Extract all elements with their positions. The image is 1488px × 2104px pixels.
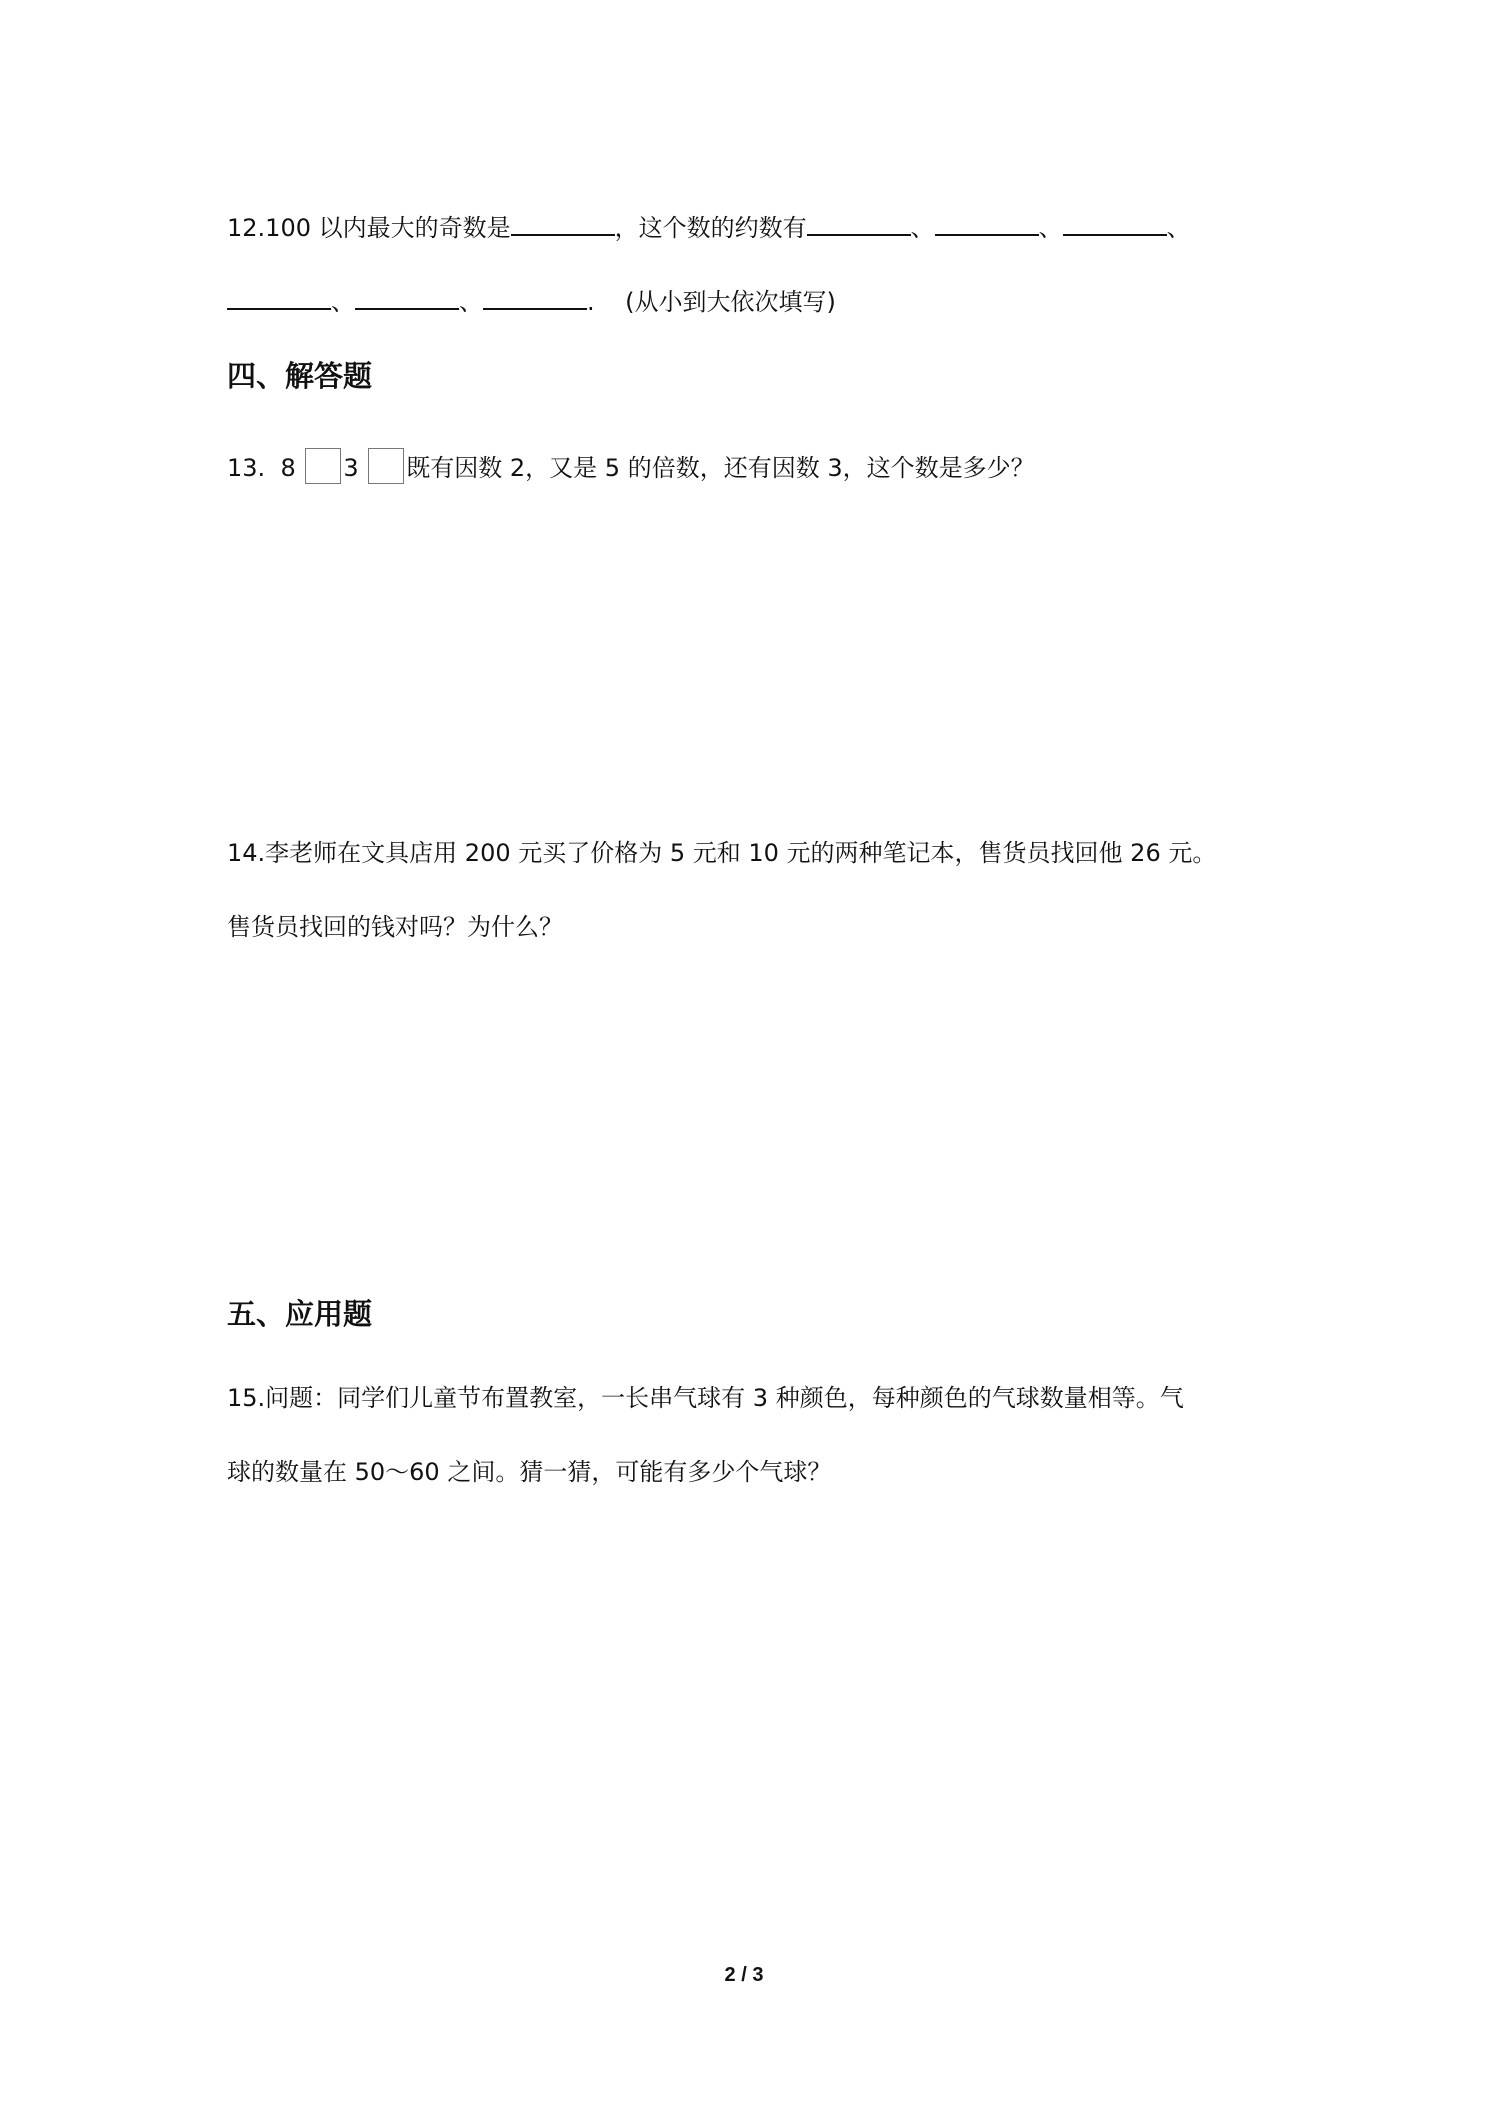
answer-blank[interactable] — [227, 284, 331, 310]
page-number: 2 / 3 — [724, 1964, 764, 1986]
digit-box[interactable] — [368, 448, 404, 484]
question-14-line-2: 售货员找回的钱对吗？为什么？ — [227, 913, 563, 941]
question-15-line-1: 15.问题：同学们儿童节布置教室，一长串气球有 3 种颜色，每种颜色的气球数量相等。气 — [227, 1384, 1184, 1412]
question-12-line-1 — [227, 210, 1191, 243]
question-15-line-2: 球的数量在 50～60 之间。猜一猜，可能有多少个气球？ — [227, 1458, 832, 1486]
separator: 、 — [910, 214, 935, 242]
section-4-heading: 四、解答题 — [227, 359, 373, 393]
separator: 、 — [1166, 214, 1191, 242]
answer-blank[interactable] — [483, 284, 587, 310]
question-13-digit-3: 3 — [343, 454, 359, 482]
answer-blank[interactable] — [511, 210, 615, 236]
question-12-text-part2: ，这个数的约数有 — [614, 214, 807, 242]
separator: 、 — [1038, 214, 1063, 242]
answer-blank[interactable] — [935, 210, 1039, 236]
section-5-heading: 五、应用题 — [227, 1297, 373, 1331]
digit-box[interactable] — [305, 448, 341, 484]
question-14-line-1: 14.李老师在文具店用 200 元买了价格为 5 元和 10 元的两种笔记本，售货员找回他 26 元。 — [227, 839, 1217, 867]
question-12-note: (从小到大依次填写) — [625, 288, 836, 316]
question-13 — [227, 448, 1035, 484]
question-13-digit-8: 8 — [280, 454, 296, 482]
end-mark: . — [587, 288, 595, 316]
answer-blank[interactable] — [1063, 210, 1167, 236]
question-12-text-part1: 12.100 以内最大的奇数是 — [227, 214, 511, 242]
question-12-line-2 — [227, 284, 836, 317]
answer-blank[interactable] — [807, 210, 911, 236]
answer-blank[interactable] — [355, 284, 459, 310]
separator: 、 — [331, 288, 355, 316]
question-13-text: 既有因数 2，又是 5 的倍数，还有因数 3，这个数是多少？ — [406, 454, 1035, 482]
separator: 、 — [459, 288, 483, 316]
question-13-number: 13. — [227, 454, 266, 482]
